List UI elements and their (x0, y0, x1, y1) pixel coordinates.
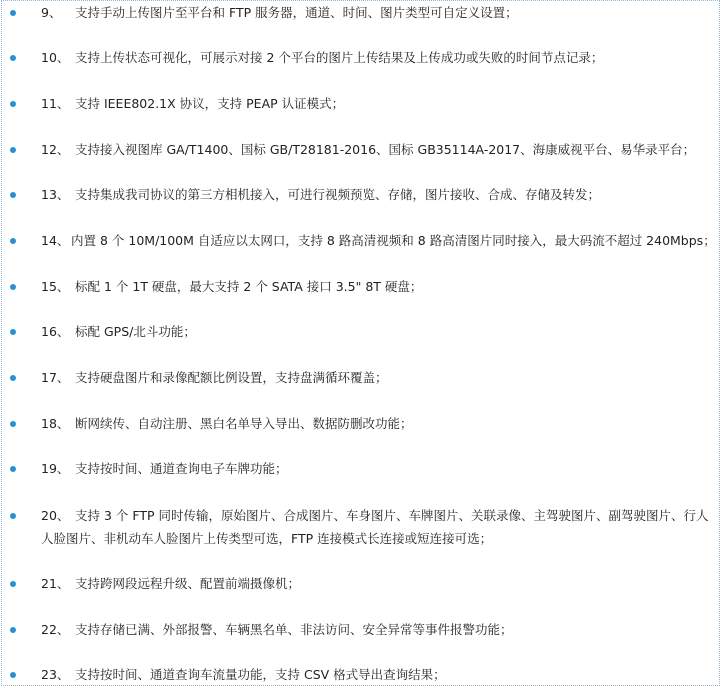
item-content: 支持硬盘图片和录像配额比例设置，支持盘满循环覆盖； (75, 370, 388, 385)
item-number: 20、 (41, 508, 70, 523)
item-number: 11、 (41, 96, 70, 111)
item-text (41, 573, 717, 595)
item-content: 内置 8 个 10M/100M 自适应以太网口，支持 8 路高清视频和 8 路高清图片同时接入，最大码流不超过 240Mbps； (71, 233, 716, 248)
item-number: 21、 (41, 576, 70, 591)
bullet-icon (10, 375, 16, 381)
item-text (41, 139, 717, 161)
bullet-icon (10, 238, 16, 244)
item-number: 23、 (41, 667, 70, 682)
item-number: 12、 (41, 142, 70, 157)
item-text (41, 367, 717, 389)
item-text (41, 413, 717, 435)
item-text (41, 276, 717, 298)
bullet-icon (10, 101, 16, 107)
item-text (41, 47, 717, 69)
item-content: 支持接入视图库 GA/T1400、国标 GB/T28181-2016、国标 GB35114A-2017、海康威视平台、易华录平台； (75, 142, 696, 157)
item-number: 16、 (41, 324, 70, 339)
bullet-icon (10, 284, 16, 290)
bullet-icon (10, 672, 16, 678)
item-text (41, 458, 717, 480)
bullet-icon (10, 10, 16, 16)
item-number: 9、 (41, 5, 62, 20)
item-content: 支持集成我司协议的第三方相机接入，可进行视频预览、存储，图片接收、合成、存储及转发； (75, 187, 601, 202)
item-content: 支持跨网段远程升级、配置前端摄像机； (75, 576, 301, 591)
item-content: 标配 1 个 1T 硬盘，最大支持 2 个 SATA 接口 3.5" 8T 硬盘； (75, 279, 423, 294)
item-number: 13、 (41, 187, 70, 202)
bullet-icon (10, 421, 16, 427)
item-content: 断网续传、自动注册、黑白名单导入导出、数据防删改功能； (75, 416, 413, 431)
item-content: 支持 IEEE802.1X 协议，支持 PEAP 认证模式； (75, 96, 345, 111)
item-number: 19、 (41, 461, 70, 476)
bullet-icon (10, 627, 16, 633)
item-text (41, 230, 717, 252)
bullet-icon (10, 581, 16, 587)
item-text (41, 184, 717, 206)
item-text (41, 93, 717, 115)
item-content: 支持上传状态可视化，可展示对接 2 个平台的图片上传结果及上传成功或失败的时间节点记录； (75, 50, 604, 65)
item-number: 10、 (41, 50, 70, 65)
bullet-icon (10, 329, 16, 335)
bullet-icon (10, 466, 16, 472)
item-content: 标配 GPS/北斗功能； (75, 324, 196, 339)
bullet-icon (10, 513, 16, 519)
item-content: 支持手动上传图片至平台和 FTP 服务器，通道、时间、图片类型可自定义设置； (75, 5, 518, 20)
item-text (41, 2, 717, 24)
bullet-icon (10, 147, 16, 153)
bullet-icon (10, 192, 16, 198)
item-number: 18、 (41, 416, 70, 431)
item-content: 支持存储已满、外部报警、车辆黑名单、非法访问、安全异常等事件报警功能； (75, 622, 513, 637)
item-number: 15、 (41, 279, 70, 294)
item-text (41, 321, 717, 343)
item-number: 17、 (41, 370, 70, 385)
item-content: 支持按时间、通道查询电子车牌功能； (75, 461, 288, 476)
item-number: 22、 (41, 622, 70, 637)
item-content: 支持 3 个 FTP 同时传输，原始图片、合成图片、车身图片、车牌图片、关联录像、主驾驶图片、副驾驶图片、行人人脸图片、非机动车人脸图片上传类型可选，FTP 连接模式长连接或短连接可选； (41, 508, 709, 546)
bullet-icon (10, 55, 16, 61)
item-number: 14、 (41, 233, 70, 248)
item-text (41, 664, 717, 686)
item-text (41, 504, 717, 550)
item-content: 支持按时间、通道查询车流量功能，支持 CSV 格式导出查询结果； (75, 667, 446, 682)
item-text (41, 619, 717, 641)
